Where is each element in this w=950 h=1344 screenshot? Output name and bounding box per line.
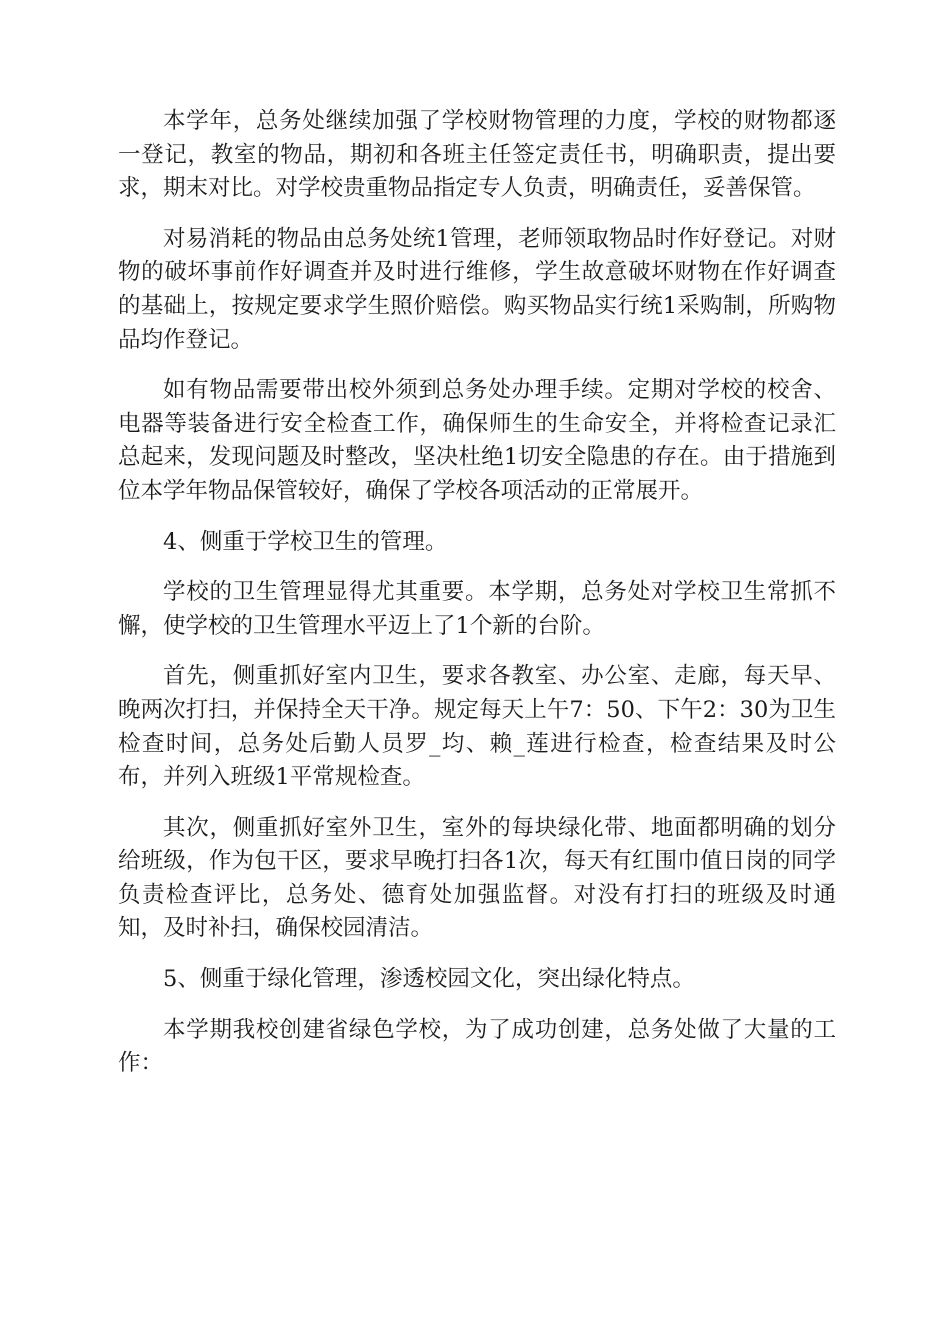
paragraph-outdoor-hygiene: 其次，侧重抓好室外卫生，室外的每块绿化带、地面都明确的划分给班级，作为包干区，要求早晚打扫各1次，每天有红围巾值日岗的同学负责检查评比，总务处、德育处加强监督。对没有打扫的班级及时通知，及时补扫，确保校园清洁。	[118, 814, 836, 942]
paragraph-asset-management: 本学年，总务处继续加强了学校财物管理的力度，学校的财物都逐一登记，教室的物品，期初和各班主任签定责任书，明确职责，提出要求，期末对比。对学校贵重物品指定专人负责，明确责任，妥善保管。	[118, 108, 836, 202]
document-body	[118, 105, 836, 1098]
paragraph-indoor-hygiene: 首先，侧重抓好室内卫生，要求各教室、办公室、走廊，每天早、晚两次打扫，并保持全天干净。规定每天上午7：50、下午2：30为卫生检查时间，总务处后勤人员罗_均、赖_莲进行检查，检查结果及时公布，并列入班级1平常规检查。	[118, 663, 836, 791]
paragraph-green-school: 本学期我校创建省绿色学校，为了成功创建，总务处做了大量的工作：	[118, 1016, 836, 1077]
paragraph-safety-inspection: 如有物品需要带出校外须到总务处办理手续。定期对学校的校舍、电器等装备进行安全检查工作，确保师生的生命安全，并将检查记录汇总起来，发现问题及时整改，坚决杜绝1切安全隐患的存在。由于措施到位本学年物品保管较好，确保了学校各项活动的正常展开。	[118, 377, 836, 504]
paragraph-hygiene-intro: 学校的卫生管理显得尤其重要。本学期，总务处对学校卫生常抓不懈，使学校的卫生管理水平迈上了1个新的台阶。	[118, 579, 836, 639]
section-heading-hygiene: 4、侧重于学校卫生的管理。	[163, 528, 448, 555]
section-heading-greening: 5、侧重于绿化管理，渗透校园文化，突出绿化特点。	[163, 966, 695, 993]
paragraph-consumables: 对易消耗的物品由总务处统1管理，老师领取物品时作好登记。对财物的破坏事前作好调查并及时进行维修，学生故意破坏财物在作好调查的基础上，按规定要求学生照价赔偿。购买物品实行统1采购制，所购物品均作登记。	[118, 225, 836, 353]
